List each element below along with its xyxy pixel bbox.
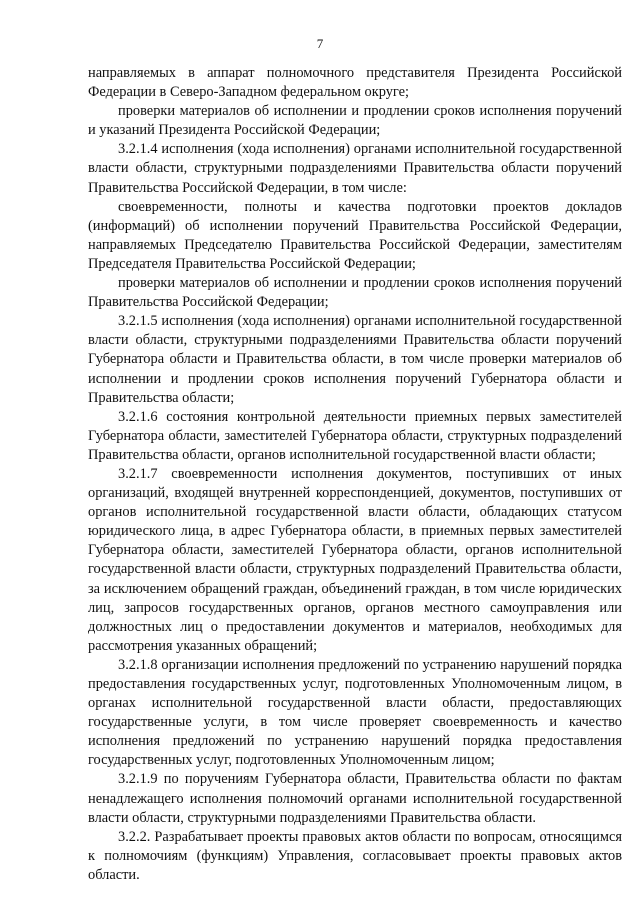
paragraph: проверки материалов об исполнении и продлении сроков исполнения поручений и указаний Президента Российской Федерации; [88, 103, 622, 139]
paragraph: 3.2.1.5 исполнения (хода исполнения) органами исполнительной государственной власти области, структурными подразделениями Правительства области поручений Губернатора области и Правительства области, в том числе проверки материалов об исполнении и продлении сроков исполнения поручений Губернатора области и Правительства области; [88, 313, 622, 406]
paragraph: своевременности, полноты и качества подготовки проектов докладов (информаций) об исполнении поручений Правительства Российской Федерации, направляемых Председателю Правительства Российской Федерации, заместителям Председателя Правительства Российской Федерации; [88, 198, 622, 272]
document-body [88, 64, 622, 885]
paragraph: 3.2.1.4 исполнения (хода исполнения) органами исполнительной государственной власти области, структурными подразделениями Правительства области поручений Правительства Российской Федерации, в том числе: [88, 141, 622, 196]
paragraph: 3.2.2. Разрабатывает проекты правовых актов области по вопросам, относящимся к полномочиям (функциям) Управления, согласовывает проекты правовых актов области. [88, 828, 622, 883]
paragraph: 3.2.1.9 по поручениям Губернатора области, Правительства области по фактам ненадлежащего исполнения полномочий органами исполнительной государственной власти области, структурными подразделениями Правительства области. [88, 771, 622, 826]
paragraph: 3.2.1.6 состояния контрольной деятельности приемных первых заместителей Губернатора области, заместителей Губернатора области, структурных подразделений Правительства области, органов исполнительной государственной власти области; [88, 408, 622, 463]
paragraph: проверки материалов об исполнении и продлении сроков исполнения поручений Правительства Российской Федерации; [88, 275, 622, 311]
paragraph: 3.2.1.7 своевременности исполнения документов, поступивших от иных организаций, входящей внутренней корреспонденцией, документов, поступивших от органов исполнительной государственной власти области, обладающих статусом юридического лица, в адрес Губернатора области, в приемных первых заместителей Губернатора области, заместителей Губернатора области, органов исполнительной государственной власти области, структурных подразделений Правительства области, за исключением обращений граждан, объединений граждан, в том числе юридических лиц, запросов государственных органов, органов местного самоуправления или должностных лиц о предоставлении документов и материалов, необходимых для рассмотрения указанных обращений; [88, 465, 622, 654]
paragraph: 3.2.1.8 организации исполнения предложений по устранению нарушений порядка предоставления государственных услуг, подготовленных Уполномоченным лицом, в органах исполнительной государственной власти области, предоставляющих государственные услуги, в том числе проверяет своевременность и качество исполнения предложений по устранению нарушений порядка предоставления государственных услуг, подготовленных Уполномоченным лицом; [88, 656, 622, 769]
page-number: 7 [316, 36, 324, 51]
paragraph: направляемых в аппарат полномочного представителя Президента Российской Федерации в Северо-Западном федеральном округе; [88, 65, 622, 101]
